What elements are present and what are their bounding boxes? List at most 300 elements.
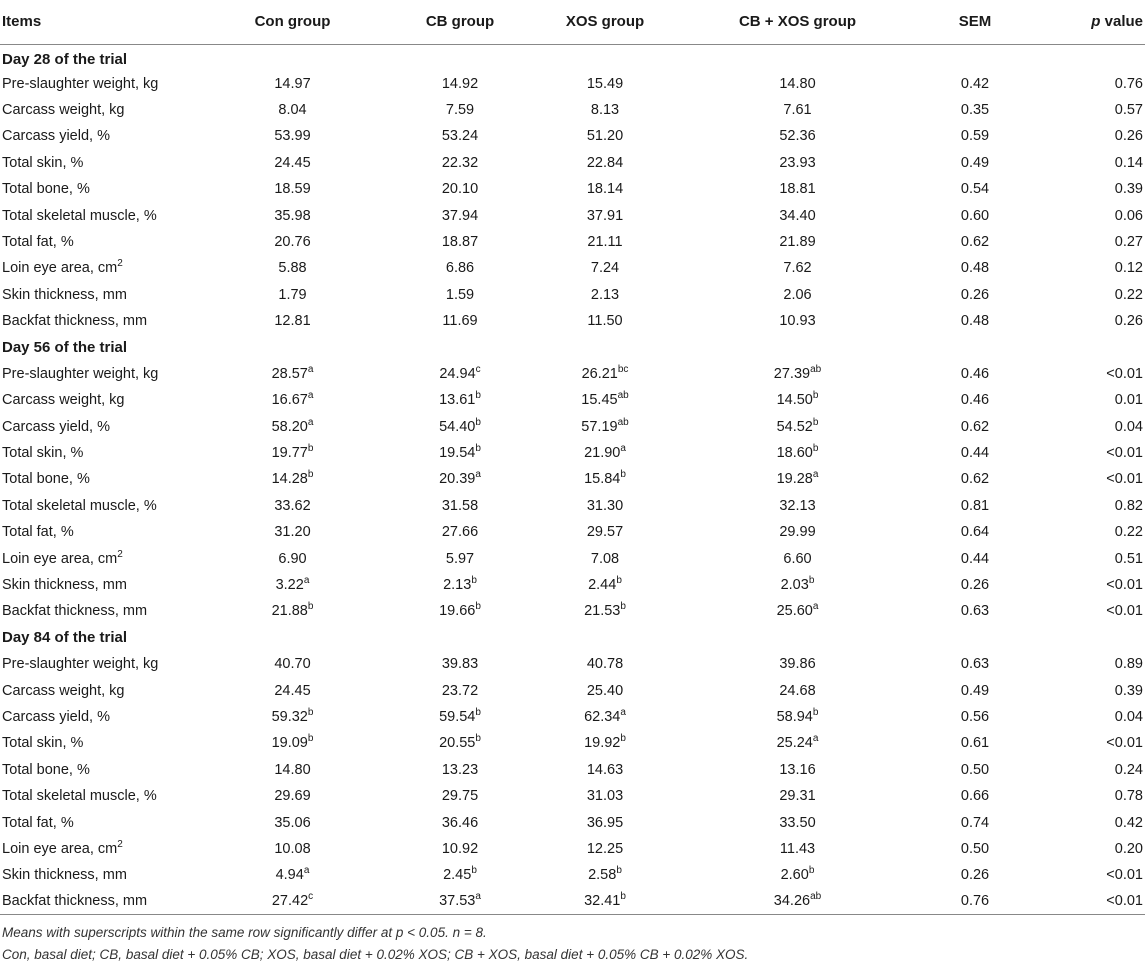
mean-value: 10.92 [441, 840, 479, 857]
con-value [200, 862, 385, 888]
cb-xos-value [675, 229, 920, 255]
table-row [0, 176, 1145, 202]
sem-value: 0.62 [960, 418, 990, 435]
mean-value: 24.45 [274, 154, 311, 171]
significance-letter: a [307, 416, 314, 428]
cb-xos-value [675, 704, 920, 730]
unit-superscript: 2 [117, 838, 123, 850]
significance-letter: a [475, 891, 481, 903]
cb-xos-value [675, 308, 920, 334]
section-title: Day 84 of the trial [2, 629, 128, 647]
unit-superscript: 2 [117, 548, 123, 560]
sem-value: 0.50 [960, 840, 990, 857]
cb-value [385, 282, 535, 308]
header-cb-xos-group: CB + XOS group [675, 0, 920, 44]
con-value [200, 97, 385, 123]
mean-value: 4.94 [275, 867, 304, 884]
cb-value [385, 519, 535, 545]
mean-value: 18.60 [776, 445, 813, 462]
p-value: 0.22 [1114, 286, 1143, 303]
row-item-text: Loin eye area, cm [2, 550, 118, 567]
mean-value: 7.08 [590, 550, 620, 567]
cb-xos-value [675, 519, 920, 545]
mean-value: 14.80 [779, 75, 816, 92]
sem-value: 0.46 [960, 392, 990, 409]
mean-value: 31.58 [441, 497, 479, 514]
row-item-text: Total skin, % [2, 154, 84, 171]
mean-value: 57.19 [581, 418, 618, 435]
cb-xos-value [675, 783, 920, 809]
significance-letter: b [475, 706, 481, 718]
mean-value: 7.24 [590, 260, 620, 277]
row-item-label [0, 150, 200, 176]
cb-xos-value [675, 255, 920, 281]
row-item-label [0, 308, 200, 334]
xos-value [535, 519, 675, 545]
cb-value [385, 757, 535, 783]
sem-value: 0.49 [960, 682, 990, 699]
xos-value [535, 730, 675, 756]
row-item-label [0, 413, 200, 439]
mean-value: 52.36 [779, 128, 816, 145]
sem-value: 0.64 [960, 524, 990, 541]
xos-value [535, 466, 675, 492]
table-row [0, 677, 1145, 703]
mean-value: 33.62 [274, 497, 311, 514]
row-item-label [0, 730, 200, 756]
row-item-label [0, 123, 200, 149]
sem-value: 0.48 [960, 260, 990, 277]
significance-letter: ab [617, 390, 629, 402]
mean-value: 6.86 [445, 260, 475, 277]
mean-value: 19.92 [584, 735, 621, 752]
mean-value: 15.84 [584, 471, 621, 488]
row-item-label [0, 704, 200, 730]
mean-value: 20.55 [439, 735, 476, 752]
mean-value: 3.22 [275, 577, 304, 593]
row-item-label [0, 361, 200, 387]
mean-value: 37.53 [439, 893, 476, 910]
table-row [0, 651, 1145, 677]
xos-value [535, 545, 675, 571]
mean-value: 33.50 [779, 814, 816, 831]
mean-value: 40.70 [274, 656, 311, 673]
sem-value: 0.62 [960, 233, 990, 250]
footnote-significance: Means with superscripts within the same row significantly differ at p < 0.05. n = 8. [2, 925, 487, 941]
con-value [200, 677, 385, 703]
significance-letter: b [616, 575, 622, 586]
mean-value: 10.93 [779, 313, 816, 330]
cb-value [385, 651, 535, 677]
row-item-text: Skin thickness, mm [2, 286, 127, 303]
sem-value: 0.66 [960, 788, 990, 805]
mean-value: 18.87 [441, 233, 479, 250]
xos-value [535, 229, 675, 255]
mean-value: 19.09 [271, 735, 308, 752]
significance-letter: b [307, 706, 314, 718]
table-row [0, 97, 1145, 123]
table-row [0, 889, 1145, 915]
mean-value: 14.50 [776, 392, 813, 409]
mean-value: 29.75 [441, 788, 479, 805]
mean-value: 8.13 [590, 101, 620, 118]
row-item-text: Pre-slaughter weight, kg [2, 365, 159, 382]
xos-value [535, 387, 675, 413]
cb-xos-value [675, 440, 920, 466]
sem-value: 0.35 [960, 101, 990, 118]
mean-value: 53.24 [441, 128, 479, 145]
mean-value: 16.67 [271, 392, 308, 409]
con-value [200, 413, 385, 439]
row-item-label [0, 598, 200, 624]
table-body [0, 44, 1145, 915]
significance-letter: b [471, 865, 477, 877]
cb-value [385, 202, 535, 228]
row-item-text: Carcass weight, kg [2, 392, 125, 409]
xos-value [535, 440, 675, 466]
significance-letter: b [307, 469, 314, 481]
p-value: 0.14 [1114, 154, 1143, 171]
mean-value: 21.11 [587, 233, 623, 250]
mean-value: 34.26 [773, 893, 811, 910]
significance-letter: b [616, 865, 622, 877]
mean-value: 58.20 [271, 418, 308, 435]
con-value [200, 598, 385, 624]
cb-value [385, 150, 535, 176]
mean-value: 2.45 [443, 867, 472, 884]
p-value: 0.39 [1114, 682, 1143, 699]
cb-value [385, 361, 535, 387]
row-item-label [0, 229, 200, 255]
cb-xos-value [675, 572, 920, 598]
con-value [200, 176, 385, 202]
mean-value: 12.25 [586, 840, 624, 857]
con-value [200, 466, 385, 492]
header-xos-group: XOS group [535, 0, 675, 44]
cb-value [385, 70, 535, 96]
significance-letter: b [620, 733, 626, 745]
p-value: 0.20 [1114, 840, 1143, 857]
cb-value [385, 97, 535, 123]
row-item-text: Carcass weight, kg [2, 101, 125, 118]
xos-value [535, 651, 675, 677]
p-value: 0.04 [1114, 418, 1143, 435]
mean-value: 37.91 [586, 207, 624, 224]
mean-value: 19.66 [439, 603, 476, 620]
mean-value: 29.57 [586, 524, 624, 541]
sem-value: 0.46 [960, 365, 990, 382]
significance-letter: ab [810, 891, 822, 903]
significance-letter: b [812, 416, 819, 428]
section-row [0, 625, 1145, 651]
row-item-text: Total skeletal muscle, % [2, 788, 157, 805]
mean-value: 32.41 [584, 893, 621, 910]
cb-xos-value [675, 202, 920, 228]
p-value: 0.42 [1114, 814, 1143, 831]
p-value: 0.27 [1114, 233, 1143, 250]
row-item-label [0, 70, 200, 96]
row-item-label [0, 493, 200, 519]
mean-value: 11.43 [779, 840, 816, 857]
table-row [0, 229, 1145, 255]
mean-value: 7.61 [783, 101, 812, 118]
row-item-text: Total bone, % [2, 761, 90, 778]
significance-letter: a [307, 363, 314, 375]
row-item-text: Total bone, % [2, 181, 90, 198]
significance-letter: b [475, 733, 481, 745]
sem-value: 0.63 [960, 656, 990, 673]
con-value [200, 440, 385, 466]
cb-value [385, 440, 535, 466]
xos-value [535, 836, 675, 862]
sem-value: 0.26 [960, 867, 990, 884]
mean-value: 18.59 [274, 181, 311, 198]
header-items: Items [0, 0, 200, 44]
mean-value: 24.45 [274, 682, 311, 699]
row-item-text: Total skeletal muscle, % [2, 497, 157, 514]
p-value: 0.04 [1114, 708, 1143, 725]
cb-xos-value [675, 387, 920, 413]
xos-value [535, 677, 675, 703]
significance-letter: c [308, 891, 314, 903]
cb-xos-value [675, 413, 920, 439]
significance-letter: b [475, 390, 481, 402]
row-item-text: Carcass weight, kg [2, 682, 125, 699]
row-item-label [0, 836, 200, 862]
mean-value: 21.89 [779, 233, 816, 250]
row-item-text: Pre-slaughter weight, kg [2, 656, 159, 673]
row-item-text: Total skin, % [2, 445, 84, 462]
cb-xos-value [675, 150, 920, 176]
mean-value: 6.60 [783, 550, 812, 567]
row-item-text: Total fat, % [2, 233, 74, 250]
mean-value: 62.34 [584, 708, 621, 725]
mean-value: 22.84 [586, 154, 624, 171]
sem-value: 0.81 [960, 497, 990, 514]
table-row [0, 255, 1145, 281]
row-item-text: Skin thickness, mm [2, 867, 127, 884]
section-title: Day 56 of the trial [2, 338, 128, 356]
row-item-label [0, 440, 200, 466]
significance-letter: a [303, 575, 310, 586]
p-value: 0.78 [1114, 788, 1143, 805]
mean-value: 25.40 [586, 682, 624, 699]
sem-value: 0.76 [920, 889, 1030, 915]
xos-value [535, 493, 675, 519]
table-row [0, 361, 1145, 387]
mean-value: 54.52 [776, 418, 813, 435]
mean-value: 11.69 [442, 313, 478, 330]
mean-value: 31.03 [586, 788, 624, 805]
cb-xos-value [675, 836, 920, 862]
section-title: Day 28 of the trial [2, 50, 128, 68]
header-con-group: Con group [200, 0, 385, 44]
significance-letter: a [812, 601, 819, 613]
significance-letter: a [303, 865, 310, 877]
header-sem: SEM [920, 0, 1030, 44]
con-value [200, 545, 385, 571]
table-row [0, 757, 1145, 783]
cb-value [385, 704, 535, 730]
p-value: <0.01 [1106, 735, 1143, 752]
mean-value: 15.49 [586, 75, 624, 92]
cb-value [385, 598, 535, 624]
row-item-label [0, 282, 200, 308]
xos-value [535, 361, 675, 387]
con-value [200, 150, 385, 176]
xos-value [535, 572, 675, 598]
cb-xos-value [675, 809, 920, 835]
table-row [0, 308, 1145, 334]
cb-value [385, 677, 535, 703]
con-value [200, 70, 385, 96]
row-item-text: Backfat thickness, mm [2, 603, 148, 620]
mean-value: 24.94 [439, 365, 476, 382]
sem-value: 0.48 [960, 313, 990, 330]
header-p-italic: p [1091, 13, 1101, 31]
cb-value [385, 730, 535, 756]
table-row [0, 704, 1145, 730]
mean-value: 35.06 [274, 814, 311, 831]
mean-value: 19.54 [439, 445, 476, 462]
p-value: 0.57 [1114, 101, 1143, 118]
row-item-text: Total skin, % [2, 735, 84, 752]
table-row [0, 519, 1145, 545]
mean-value: 25.24 [776, 735, 813, 752]
mean-value: 29.31 [779, 788, 816, 805]
con-value [200, 387, 385, 413]
mean-value: 13.16 [779, 761, 816, 778]
row-item-text: Carcass yield, % [2, 708, 110, 725]
cb-value [385, 466, 535, 492]
cb-value [385, 836, 535, 862]
significance-letter: bc [617, 363, 629, 375]
xos-value [535, 202, 675, 228]
significance-letter: b [812, 390, 819, 402]
p-value: <0.01 [1106, 445, 1143, 462]
row-item-text: Loin eye area, cm [2, 260, 118, 277]
mean-value: 5.88 [278, 260, 307, 277]
p-value: 0.01 [1114, 392, 1143, 409]
p-value: 0.06 [1114, 207, 1143, 224]
mean-value: 11.50 [587, 313, 623, 330]
row-item-label [0, 809, 200, 835]
sem-value: 0.62 [960, 471, 990, 488]
xos-value [535, 783, 675, 809]
table-row [0, 70, 1145, 96]
row-item-text: Carcass yield, % [2, 418, 110, 435]
cb-value [385, 176, 535, 202]
row-item-label [0, 889, 200, 915]
mean-value: 23.72 [441, 682, 479, 699]
significance-letter: b [307, 733, 314, 745]
row-item-text: Backfat thickness, mm [2, 893, 148, 910]
xos-value [535, 308, 675, 334]
mean-value: 51.20 [586, 128, 624, 145]
sem-value: 0.50 [960, 761, 990, 778]
sem-value: 0.44 [960, 550, 990, 567]
con-value [200, 889, 385, 915]
row-item-text: Backfat thickness, mm [2, 313, 148, 330]
table-header [0, 0, 1145, 44]
p-value: 0.76 [1114, 75, 1143, 92]
mean-value: 2.13 [443, 577, 472, 593]
row-item-label [0, 519, 200, 545]
significance-letter: b [808, 865, 815, 877]
table-row [0, 282, 1145, 308]
significance-letter: b [475, 601, 481, 613]
row-item-text: Total fat, % [2, 524, 74, 541]
sem-value: 0.74 [960, 814, 990, 831]
con-value [200, 783, 385, 809]
row-item-label [0, 387, 200, 413]
row-item-label [0, 862, 200, 888]
row-item-label [0, 466, 200, 492]
mean-value: 27.39 [773, 365, 811, 382]
mean-value: 20.10 [441, 181, 479, 198]
mean-value: 8.04 [278, 101, 307, 118]
significance-letter: b [620, 601, 626, 613]
table-row [0, 466, 1145, 492]
table-row [0, 150, 1145, 176]
mean-value: 24.68 [779, 682, 816, 699]
con-value [200, 123, 385, 149]
con-value [200, 809, 385, 835]
table-footnotes [0, 915, 1145, 963]
p-value: 0.26 [1114, 313, 1143, 330]
table-row [0, 493, 1145, 519]
significance-letter: b [808, 575, 815, 586]
sem-value: 0.49 [960, 154, 990, 171]
mean-value: 10.08 [274, 840, 311, 857]
section-row [0, 44, 1145, 70]
mean-value: 28.57 [271, 365, 308, 382]
mean-value: 13.61 [439, 392, 476, 409]
cb-xos-value [675, 493, 920, 519]
mean-value: 36.95 [586, 814, 624, 831]
sem-value: 0.60 [960, 207, 990, 224]
mean-value: 18.14 [586, 181, 624, 198]
xos-value [535, 97, 675, 123]
mean-value: 21.90 [584, 445, 621, 462]
mean-value: 59.32 [271, 708, 308, 725]
section-row [0, 334, 1145, 360]
cb-value [385, 308, 535, 334]
xos-value [535, 176, 675, 202]
mean-value: 7.59 [445, 101, 475, 118]
significance-letter: a [812, 469, 819, 481]
con-value [200, 730, 385, 756]
significance-letter: b [812, 706, 819, 718]
sem-value: 0.56 [960, 708, 990, 725]
mean-value: 23.93 [779, 154, 816, 171]
mean-value: 5.97 [445, 550, 475, 567]
table-row [0, 783, 1145, 809]
mean-value: 15.45 [581, 392, 618, 409]
significance-letter: c [475, 363, 481, 375]
row-item-label [0, 651, 200, 677]
row-item-text: Loin eye area, cm [2, 840, 118, 857]
cb-value [385, 493, 535, 519]
cb-xos-value [675, 466, 920, 492]
mean-value: 22.32 [441, 154, 479, 171]
con-value [200, 361, 385, 387]
xos-value [535, 704, 675, 730]
mean-value: 2.58 [588, 867, 617, 884]
significance-letter: b [307, 601, 314, 613]
cb-xos-value [675, 282, 920, 308]
row-item-text: Total skeletal muscle, % [2, 207, 157, 224]
